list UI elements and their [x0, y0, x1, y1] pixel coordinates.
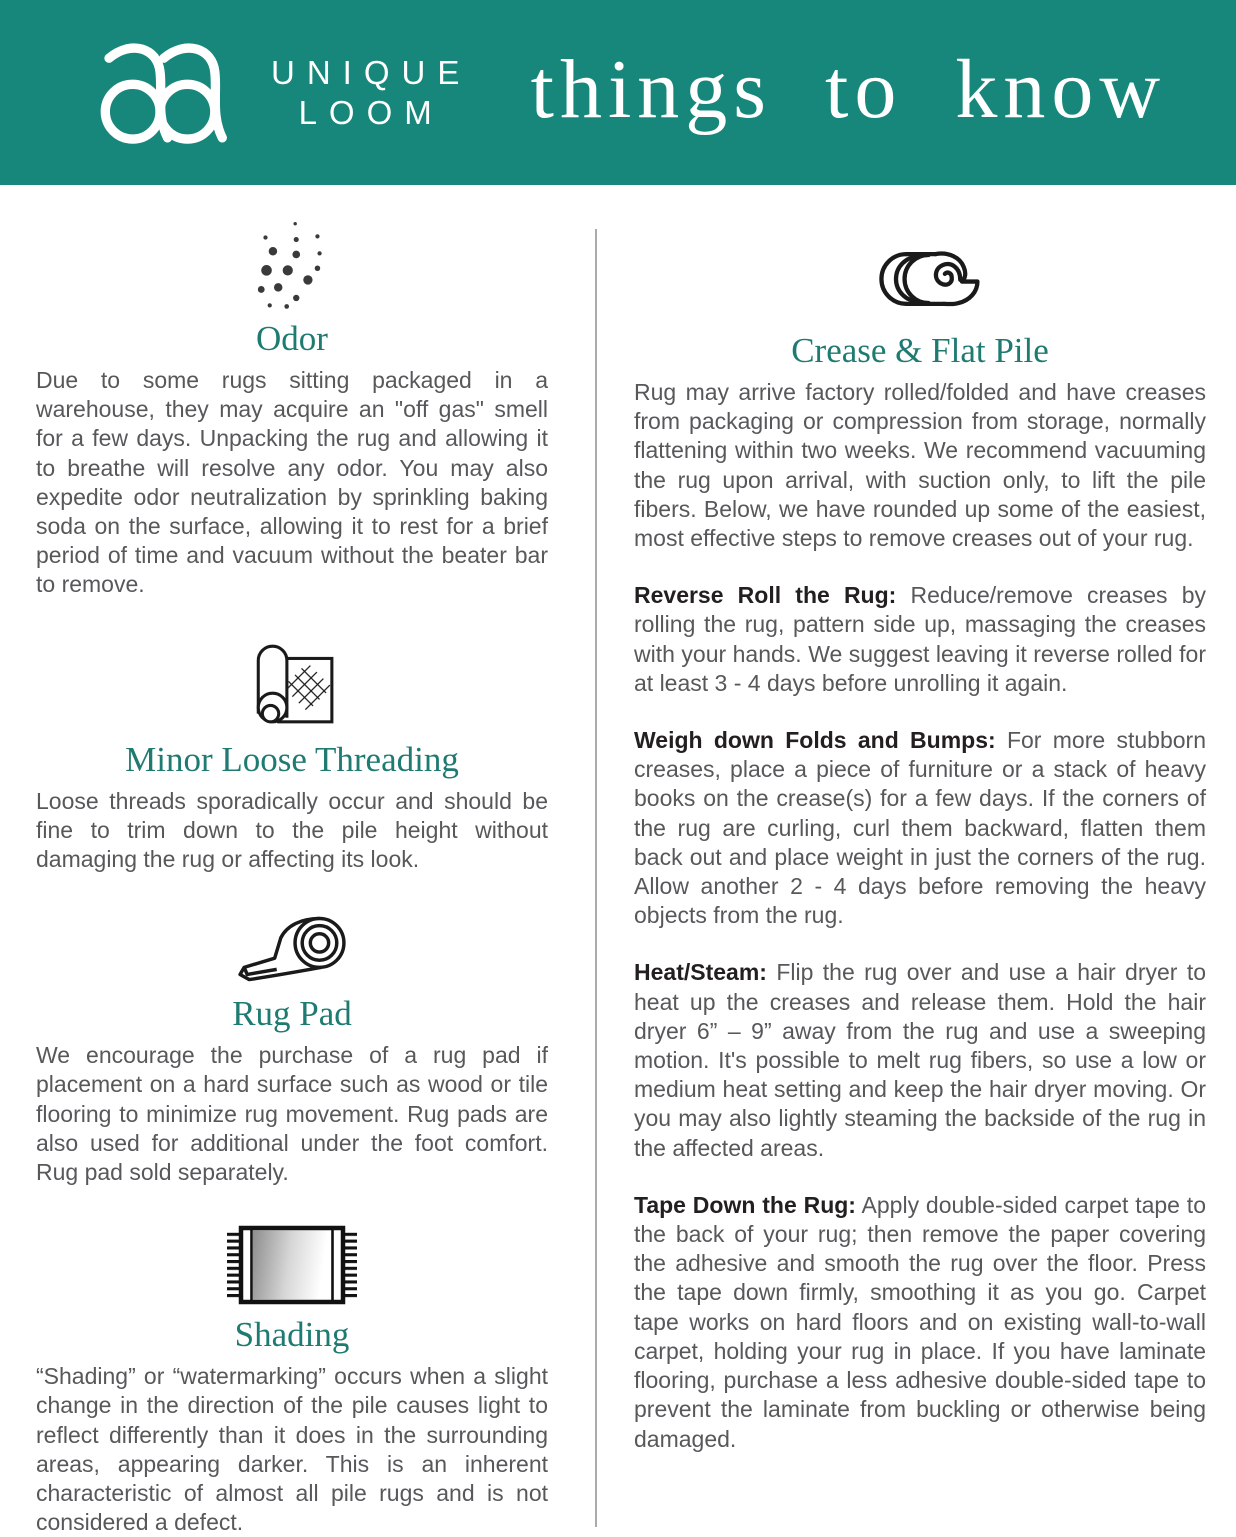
section-odor [36, 217, 548, 600]
section-body-rugpad: We encourage the purchase of a rug pad if placement on a hard surface such as wood or tile flooring to minimize rug movement. Rug pads are also used for additional under the foot comfort. Rug pad sold separately. [36, 1042, 548, 1186]
section-title-rugpad: Rug Pad [232, 994, 352, 1034]
brand-line-1: UNIQUE [271, 53, 472, 91]
brand-line-2: LOOM [298, 93, 444, 131]
section-body-shading: “Shading” or “watermarking” occurs when a slight change in the direction of the pile causes light to reflect differently than it does in the surrounding areas, appearing darker. This is an inherent characteristic of almost all pile rugs and is not considered a defect. [36, 1363, 548, 1536]
odor-dots-icon [257, 219, 327, 309]
creased-roll-icon [860, 249, 980, 309]
section-title-shading: Shading [234, 1315, 350, 1355]
tip-weigh-down-label: Weigh down Folds and Bumps: [634, 727, 996, 754]
tip-tape-down-label: Tape Down the Rug: [634, 1191, 856, 1218]
rolled-rug-crosshatch-icon [246, 638, 338, 730]
section-shading [36, 1223, 548, 1537]
section-crease-flat-pile [634, 247, 1206, 1454]
section-minor-loose-threading [36, 638, 548, 875]
tip-weigh-down-text: For more stubborn creases, place a piece of furniture or a stack of heavy books on the crease(s) for a few days. If the corners of the rug are curling, curl them backward, flatten them back out and place weight in just the corners of the rug. Allow another 2 - 4 days before removing the heavy objects from the rug. [634, 727, 1206, 929]
section-title-crease: Crease & Flat Pile [791, 331, 1049, 370]
tip-tape-down [634, 1191, 1206, 1454]
section-body-threading: Loose threads sporadically occur and should be fine to trim down to the pile height without damaging the rug or affecting its look. [36, 787, 548, 873]
section-title-threading: Minor Loose Threading [125, 739, 459, 779]
content-area [0, 185, 1236, 1537]
column-divider [595, 229, 597, 1527]
tip-heat-steam-text: Flip the rug over and use a hair dryer to heat up the creases and release them. Hold the hair dryer 6” – 9” away from the rug and use a sweeping motion. It's possible to melt rug fibers, so use a low or medium heat setting and keep the hair dryer moving. Or you may also lightly steaming the backside of the rug in the affected areas. [634, 959, 1206, 1161]
tip-reverse-roll-label: Reverse Roll the Rug: [634, 582, 897, 609]
shaded-rug-icon [227, 1225, 357, 1305]
rug-pad-roll-icon [236, 912, 348, 984]
tip-reverse-roll-text: Reduce/remove creases by rolling the rug, pattern side up, massaging the creases with your hands. We suggest leaving it reverse rolled for at least 3 - 4 days before unrolling it again. [634, 582, 1207, 696]
tip-tape-down-text: Apply double-sided carpet tape to the back of your rug; then remove the paper covering the adhesive and smooth the rug over the floor. Press the tape down firmly, smoothing it as you go. Carpet tape works on hard floors and on existing wall-to-wall carpet, holding your rug in place. If you have laminate flooring, purchase a less adhesive double-sided tape to prevent the laminate from buckling or otherwise being damaged. [634, 1191, 1206, 1452]
tip-reverse-roll [634, 581, 1206, 698]
section-intro-crease: Rug may arrive factory rolled/folded and have creases from packaging or compression from storage, normally flattening within two weeks. We recommend vacuuming the rug upon arrival, with suction only, to lift the pile fibers. Below, we have rounded up some of the easiest, most effective steps to remove creases out of your rug. [634, 379, 1206, 552]
section-body-odor: Due to some rugs sitting packaged in a warehouse, they may acquire an "off gas" smell for a few days. Unpacking the rug and allowing it to breathe will resolve any odor. You may also expedite odor neutralization by sprinkling baking soda on the surface, allowing it to rest for a brief period of time and vacuum without the beater bar to remove. [36, 367, 548, 598]
tip-heat-steam-label: Heat/Steam: [634, 959, 767, 986]
header-banner [0, 0, 1236, 185]
left-column [36, 203, 548, 1537]
tip-weigh-down [634, 726, 1206, 930]
brand-name [271, 53, 471, 133]
unique-loom-logo-icon [95, 37, 245, 149]
section-rug-pad [36, 910, 548, 1187]
section-title-odor: Odor [256, 319, 328, 358]
page-title: things to know [530, 43, 1166, 136]
right-column [634, 203, 1206, 1537]
tip-heat-steam [634, 958, 1206, 1162]
